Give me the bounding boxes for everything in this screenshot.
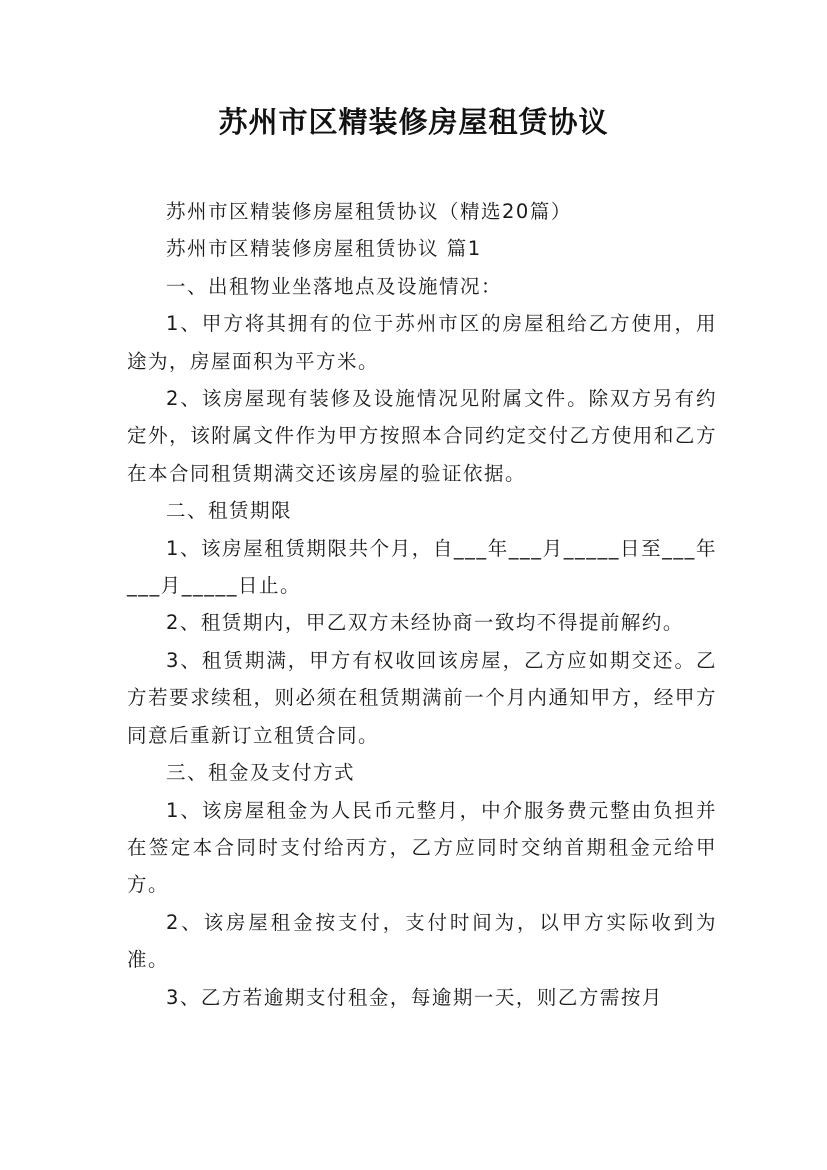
paragraph: 1、该房屋租金为人民币元整月，中介服务费元整由负担并在签定本合同时支付给丙方，乙方应同时交纳首期租金元给甲方。 bbox=[127, 798, 717, 897]
paragraph: 2、租赁期内，甲乙双方未经协商一致均不得提前解约。 bbox=[166, 611, 684, 635]
paragraph-subtitle: 苏州市区精装修房屋租赁协议（精选20篇） bbox=[166, 200, 572, 223]
paragraph: 1、该房屋租赁期限共个月，自___年___月_____日至___年___月_____日止。 bbox=[127, 536, 717, 598]
paragraph-heading-rent: 三、租金及支付方式 bbox=[166, 761, 356, 785]
paragraph: 1、甲方将其拥有的位于苏州市区的房屋租给乙方使用，用途为，房屋面积为平方米。 bbox=[127, 312, 717, 373]
paragraph-section-heading: 苏州市区精装修房屋租赁协议 篇1 bbox=[166, 237, 482, 261]
paragraph: 3、租赁期满，甲方有权收回该房屋，乙方应如期交还。乙方若要求续租，则必须在租赁期满前一个月内通知甲方，经甲方同意后重新订立租赁合同。 bbox=[127, 648, 717, 747]
paragraph: 2、该房屋现有装修及设施情况见附属文件。除双方另有约定外，该附属文件作为甲方按照本合同约定交付乙方使用和乙方在本合同租赁期满交还该房屋的验证依据。 bbox=[127, 387, 717, 485]
paragraph-heading-location: 一、出租物业坐落地点及设施情况： bbox=[166, 274, 503, 298]
document-body bbox=[127, 193, 717, 1016]
document-title: 苏州市区精装修房屋租赁协议 bbox=[218, 105, 609, 139]
paragraph: 3、乙方若逾期支付租金，每逾期一天，则乙方需按月 bbox=[166, 985, 663, 1009]
paragraph: 2、该房屋租金按支付，支付时间为，以甲方实际收到为准。 bbox=[127, 910, 717, 972]
paragraph-heading-term: 二、租赁期限 bbox=[166, 499, 293, 523]
